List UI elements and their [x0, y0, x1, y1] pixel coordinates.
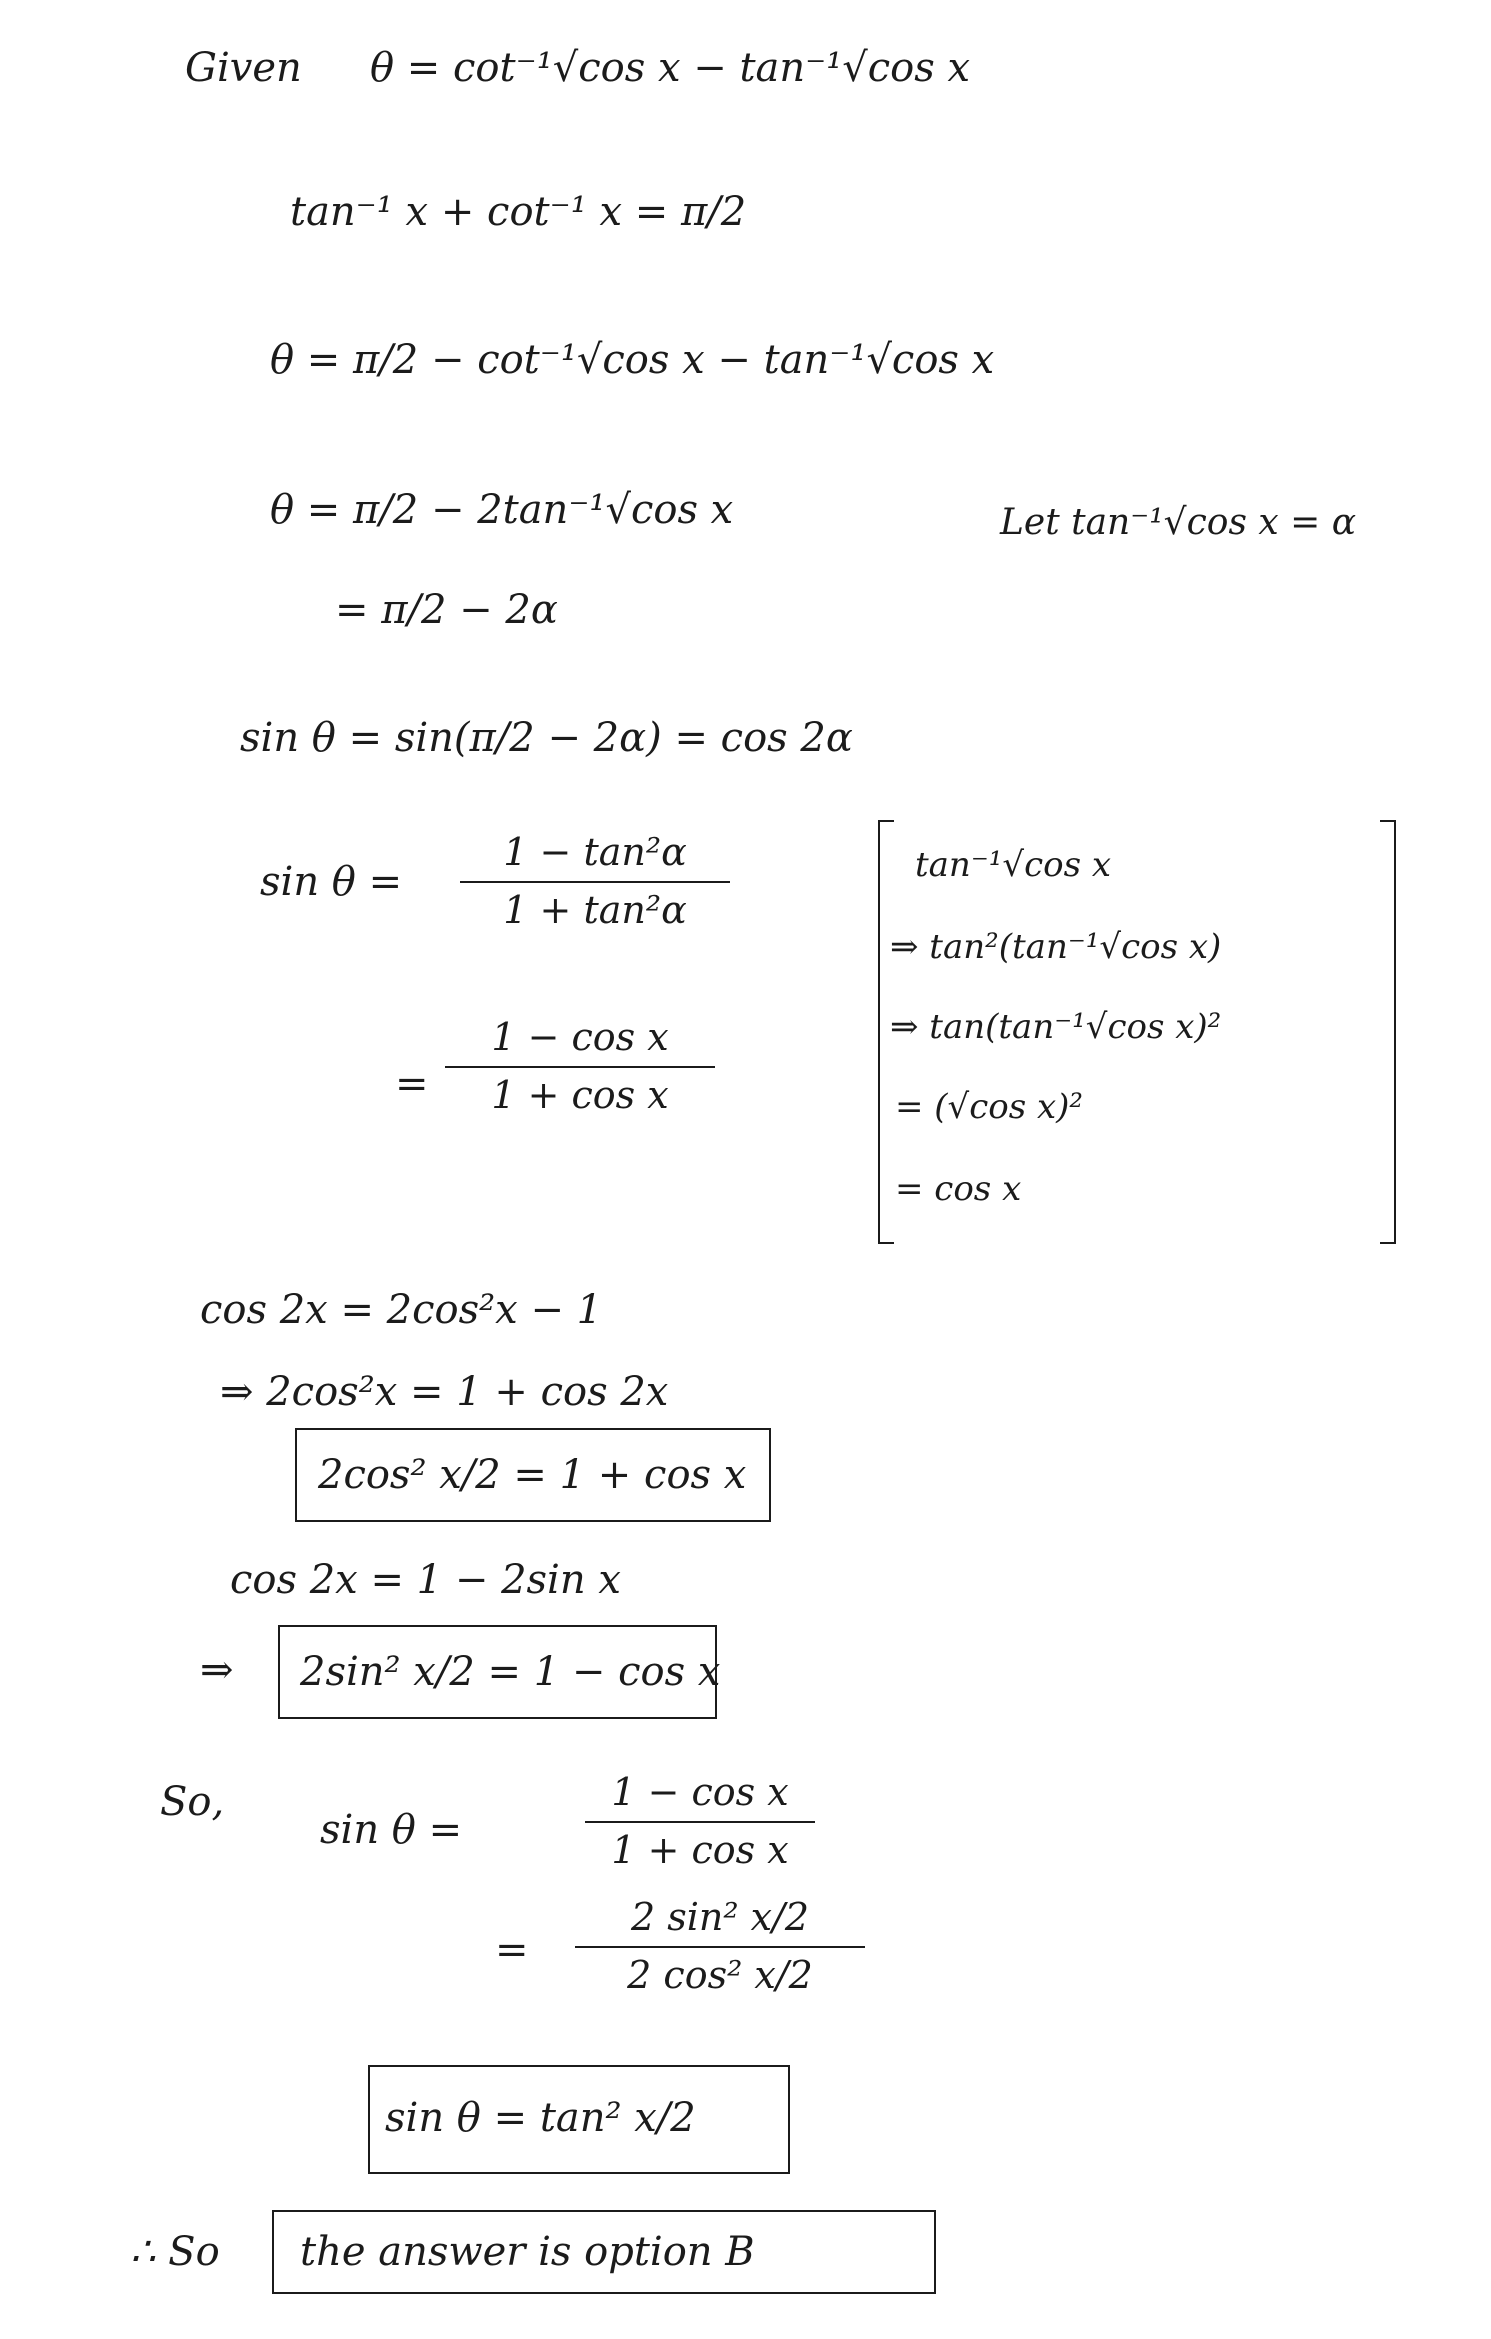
fraction-denominator: 2 cos² x/2 — [627, 1952, 813, 1997]
cos-double-angle-2: ⇒ 2cos²x = 1 + cos 2x — [220, 1369, 669, 1415]
substitution-note: Let tan⁻¹√cos x = α — [1000, 502, 1357, 543]
fraction-numerator: 1 − cos x — [611, 1770, 789, 1814]
therefore-label: ∴ So — [130, 2229, 220, 2275]
inverse-trig-identity: tan⁻¹ x + cot⁻¹ x = π/2 — [290, 189, 747, 235]
theta-step-2: θ = π/2 − 2tan⁻¹√cos x — [270, 487, 734, 533]
side-work-line-4: = (√cos x)² — [895, 1087, 1084, 1127]
final-cos-fraction — [585, 1765, 815, 1878]
fraction-numerator: 2 sin² x/2 — [630, 1895, 810, 1939]
cos-double-angle-1: cos 2x = 2cos²x − 1 — [200, 1287, 603, 1333]
boxed-final-result-text: sin θ = tan² x/2 — [385, 2095, 696, 2141]
cos-fraction — [445, 1010, 715, 1123]
side-work-line-5: = cos x — [895, 1169, 1022, 1209]
side-work-line-1: tan⁻¹√cos x — [915, 845, 1112, 885]
boxed-identity-sin-text: 2sin² x/2 = 1 − cos x — [300, 1649, 721, 1695]
sin-theta-lhs-1: sin θ = — [260, 859, 403, 905]
sin-theta-definition: sin θ = sin(π/2 − 2α) = cos 2α — [240, 715, 853, 761]
theta-step-1: θ = π/2 − cot⁻¹√cos x − tan⁻¹√cos x — [270, 337, 995, 383]
fraction-denominator: 1 + cos x — [491, 1072, 669, 1117]
equals-sign-2: = — [495, 1927, 529, 1973]
fraction-numerator: 1 − tan²α — [503, 830, 687, 874]
equals-sign-1: = — [395, 1061, 429, 1107]
answer-text: the answer is option B — [300, 2229, 755, 2275]
half-angle-ratio-fraction — [575, 1890, 865, 2003]
theta-step-3: = π/2 − 2α — [335, 587, 558, 633]
cos-double-angle-3: cos 2x = 1 − 2sin x — [230, 1557, 621, 1603]
tan-half-angle-fraction — [460, 825, 730, 938]
side-work-line-2: ⇒ tan²(tan⁻¹√cos x) — [890, 927, 1222, 967]
given-label: Given — [185, 45, 302, 91]
fraction-numerator: 1 − cos x — [491, 1015, 669, 1059]
given-equation: θ = cot⁻¹√cos x − tan⁻¹√cos x — [370, 45, 971, 91]
fraction-denominator: 1 + cos x — [611, 1827, 789, 1872]
boxed-identity-cos-text: 2cos² x/2 = 1 + cos x — [318, 1452, 747, 1498]
so-label: So, — [160, 1779, 225, 1825]
implies-arrow: ⇒ — [200, 1647, 234, 1693]
side-bracket-right — [1380, 820, 1396, 1244]
fraction-denominator: 1 + tan²α — [503, 887, 687, 932]
side-work-line-3: ⇒ tan(tan⁻¹√cos x)² — [890, 1007, 1222, 1047]
sin-theta-lhs-2: sin θ = — [320, 1807, 463, 1853]
